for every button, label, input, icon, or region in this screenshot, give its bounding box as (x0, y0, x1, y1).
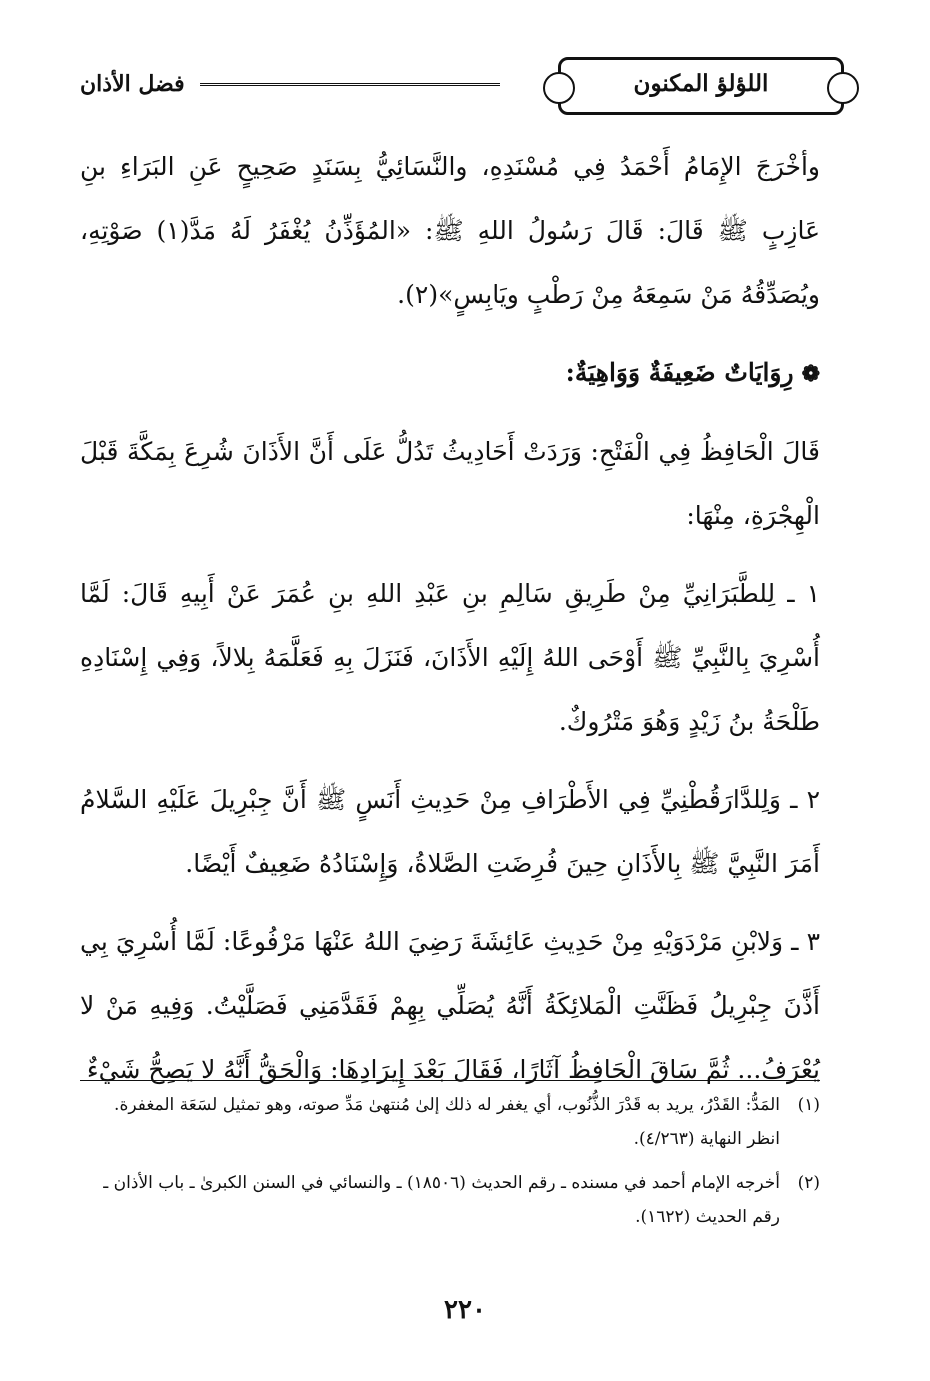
footnote-separator (80, 1080, 820, 1081)
list-item-2: ٢ ـ وَلِلدَّارَقُطْنِيِّ فِي الأَطْرَافِ مِنْ حَدِيثِ أَنَسٍ ﷺ أَنَّ جِبْرِيلَ عَلَيْهِ السَّلامُ أَمَرَ النَّبِيَّ ﷺ بِالأَذَانِ حِينَ فُرِضَتِ الصَّلاةُ، وَإِسْنَادُهُ ضَعِيفٌ أَيْضًا. (80, 785, 820, 878)
book-title: اللؤلؤ المكنون (633, 70, 769, 97)
main-text (80, 135, 820, 1116)
chapter-title: فضل الأذان (80, 71, 185, 97)
footnote-text: المَدُّ: القَدْرُ، يريد به قَدْرَ الذُّنُوب، أي يغفر له ذلك إلىٰ مُنتهىٰ مَدِّ صوته، وهو تمثيل لسَعَة المغفرة. انظر النهاية (٤/٢٦٣). (114, 1095, 780, 1149)
footnotes (80, 1088, 820, 1244)
paragraph-hadith: وأخْرَجَ الإِمَامُ أَحْمَدُ فِي مُسْنَدِهِ، والنَّسَائِيُّ بِسَنَدٍ صَحِيحٍ عَنِ البَرَاءِ بنِ عَازِبٍ ﷺ قَالَ: قَالَ رَسُولُ اللهِ ﷺ: «المُؤَذِّنُ يُغْفَرُ لَهُ مَدَّ(١) صَوْتِهِ، ويُصَدِّقُهُ مَنْ سَمِعَهُ مِنْ رَطْبٍ ويَابِسٍ»(٢). (80, 152, 820, 309)
list-item-1: ١ ـ لِلطَّبَرَانِيِّ مِنْ طَرِيقِ سَالِمِ بنِ عَبْدِ اللهِ بنِ عُمَرَ عَنْ أَبِيهِ قَالَ: لَمَّا أُسْرِيَ بِالنَّبِيِّ ﷺ أَوْحَى اللهُ إِلَيْهِ الأَذَانَ، فَنَزَلَ بِهِ فَعَلَّمَهُ بِلالاً، وَفِي إِسْنَادِهِ طَلْحَةُ بنُ زَيْدٍ وَهُوَ مَتْرُوكٌ. (80, 579, 820, 736)
page-header (80, 55, 848, 125)
section-heading (80, 341, 820, 406)
footnote-number: (١) (797, 1095, 820, 1115)
footnote-number: (٢) (797, 1173, 820, 1193)
header-rule-left (200, 83, 500, 86)
section-heading-text: رِوَايَاتٌ ضَعِيفَةٌ وَوَاهِيَةٌ: (565, 358, 794, 387)
book-title-frame (558, 57, 844, 115)
paragraph-intro: قَالَ الْحَافِظُ فِي الْفَتْحِ: وَرَدَتْ أَحَادِيثُ تَدُلُّ عَلَى أَنَّ الأَذَانَ شُرِعَ بِمَكَّةَ قَبْلَ الْهِجْرَةِ، مِنْهَا: (80, 437, 820, 530)
flower-ornament-icon: ❁ (801, 361, 820, 387)
footnote-text: أخرجه الإمام أحمد في مسنده ـ رقم الحديث (١٨٥٠٦) ـ والنسائي في السنن الكبرىٰ ـ باب الأذان ـ رقم الحديث (١٦٢٢). (103, 1173, 780, 1227)
list-item-3: ٣ ـ وَلابْنِ مَرْدَوَيْهِ مِنْ حَدِيثِ عَائِشَةَ رَضِيَ اللهُ عَنْهَا مَرْفُوعًا: لَمَّا أُسْرِيَ بِي أَذَّنَ جِبْرِيلُ فَظَنَّتِ الْمَلائِكَةُ أَنَّهُ يُصَلِّي بِهِمْ فَقَدَّمَنِي فَصَلَّيْتُ. وَفِيهِ مَنْ لا يُعْرَفُ... ثُمَّ سَاقَ الْحَافِظُ آثَارًا، فَقَالَ بَعْدَ إِيرَادِهَا: وَالْحَقُّ أَنَّهُ لا يَصِحُّ شَيْءٌ (80, 927, 820, 1084)
footnote-2 (80, 1166, 820, 1234)
footnote-1 (80, 1088, 820, 1156)
page-number: ٢٢٠ (444, 1295, 486, 1325)
